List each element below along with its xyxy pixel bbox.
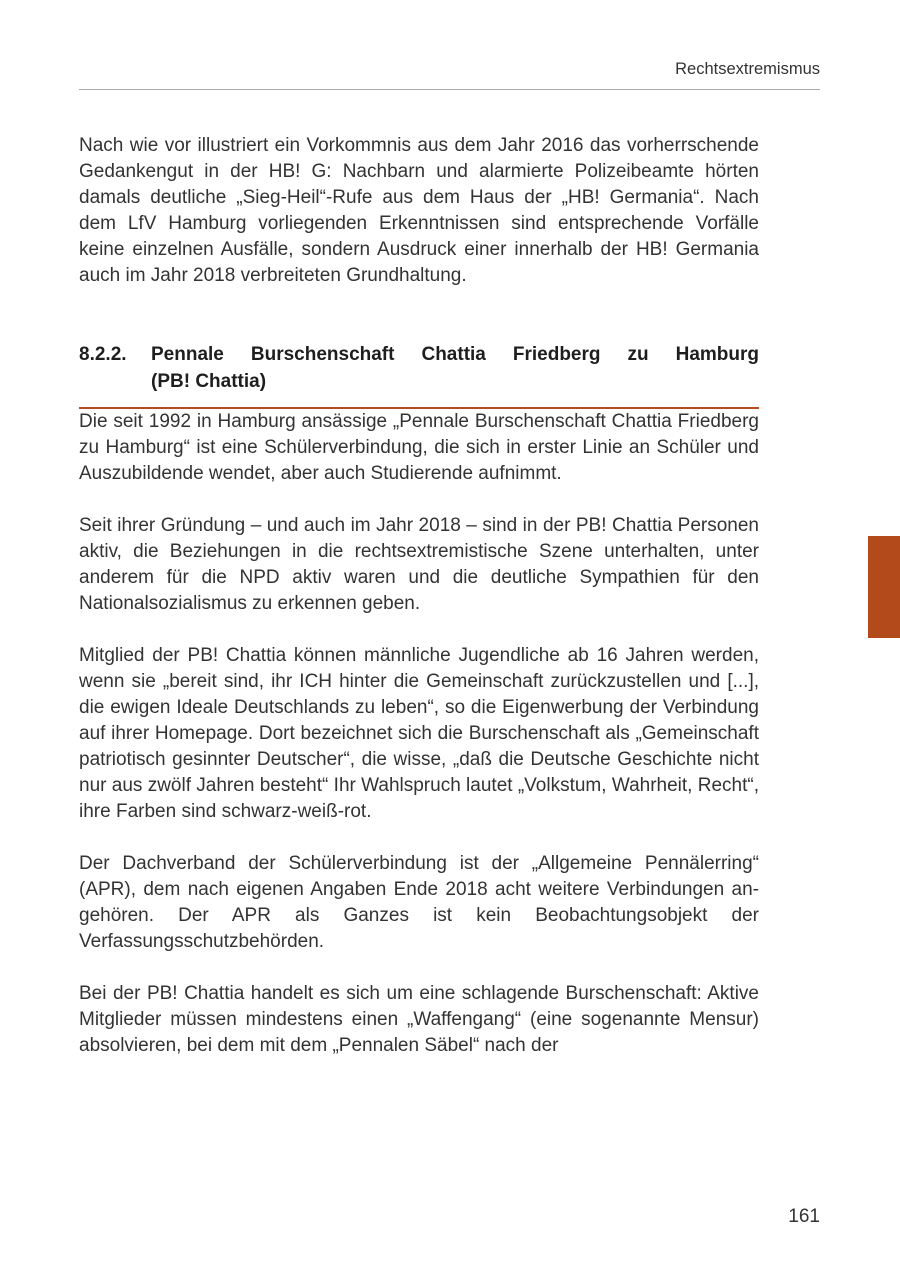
intro-paragraph: Nach wie vor illustriert ein Vorkommnis aus dem Jahr 2016 das vorherrschende Gedankengut in der HB! G: Nachbarn und alarmierte Polizeibeamte hörten damals deutliche „Sieg-Heil“-Rufe aus dem Haus der „HB! Germania“. Nach dem LfV Hamburg vorliegenden Erkenntnissen sind entsprechende Vorfälle keine einzelnen Ausfälle, sondern Ausdruck einer innerhalb der HB! Germania auch im Jahr 2018 verbreiteten Grundhaltung. — [79, 135, 759, 286]
paragraph: Bei der PB! Chattia handelt es sich um eine schlagende Burschenschaft: Aktive Mitglieder müssen mindestens einen „Waffengang“ (eine sogenannte Mensur) absolvieren, bei dem mit dem „Pennalen Säbel“ nach der — [79, 983, 759, 1056]
section-number: 8.2.2. — [79, 344, 127, 365]
chapter-thumb-tab — [868, 536, 900, 638]
section-title-line2: (PB! Chattia) — [151, 371, 267, 392]
section-heading — [79, 341, 759, 409]
paragraph: Mitglied der PB! Chattia können männliche Jugendliche ab 16 Jahren werden, wenn sie „bereit sind, ihr ICH hinter die Gemeinschaft zurückzustellen und [...], die ewigen Ideale Deutschlands zu leben“, so die Eigenwerbung der Verbindung auf ihrer Homepage. Dort bezeichnet sich die Burschenschaft als „Gemeinschaft patriotisch gesinnter Deutscher“, die wisse, „daß die Deutsche Geschichte nicht nur aus zwölf Jahren besteht“ Ihr Wahlspruch lautet „Volkstum, Wahrheit, Recht“, ihre Farben sind schwarz-weiß-rot. — [79, 645, 759, 822]
text-column — [79, 133, 759, 1085]
section-title-line1: Pennale Burschenschaft Chattia Friedberg zu Hamburg — [151, 344, 759, 365]
paragraph: Seit ihrer Gründung – und auch im Jahr 2018 – sind in der PB! Chattia Personen aktiv, die Beziehungen in die rechtsextremistische Szene unterhalten, unter anderem für die NPD aktiv waren und die deutliche Sympathien für den Nationalsozialismus zu erkennen geben. — [79, 515, 759, 614]
header-rule — [79, 89, 820, 90]
page-number: 161 — [788, 1206, 820, 1227]
section-title — [151, 341, 759, 395]
running-header: Rechtsextremismus — [675, 60, 820, 78]
paragraph: Die seit 1992 in Hamburg ansässige „Pennale Burschenschaft Chattia Friedberg zu Hamburg“ ist eine Schülerverbindung, die sich in erster Linie an Schüler und Auszubildende wendet, aber auch Studierende aufnimmt. — [79, 411, 759, 484]
paragraph: Der Dachverband der Schülerverbindung ist der „Allgemeine Pennälerring“ (APR), dem nach eigenen Angaben Ende 2018 acht weitere Verbindungen an-gehören. Der APR als Ganzes ist kein Beobachtungsobjekt der Verfassungsschutzbehörden. — [79, 853, 759, 952]
